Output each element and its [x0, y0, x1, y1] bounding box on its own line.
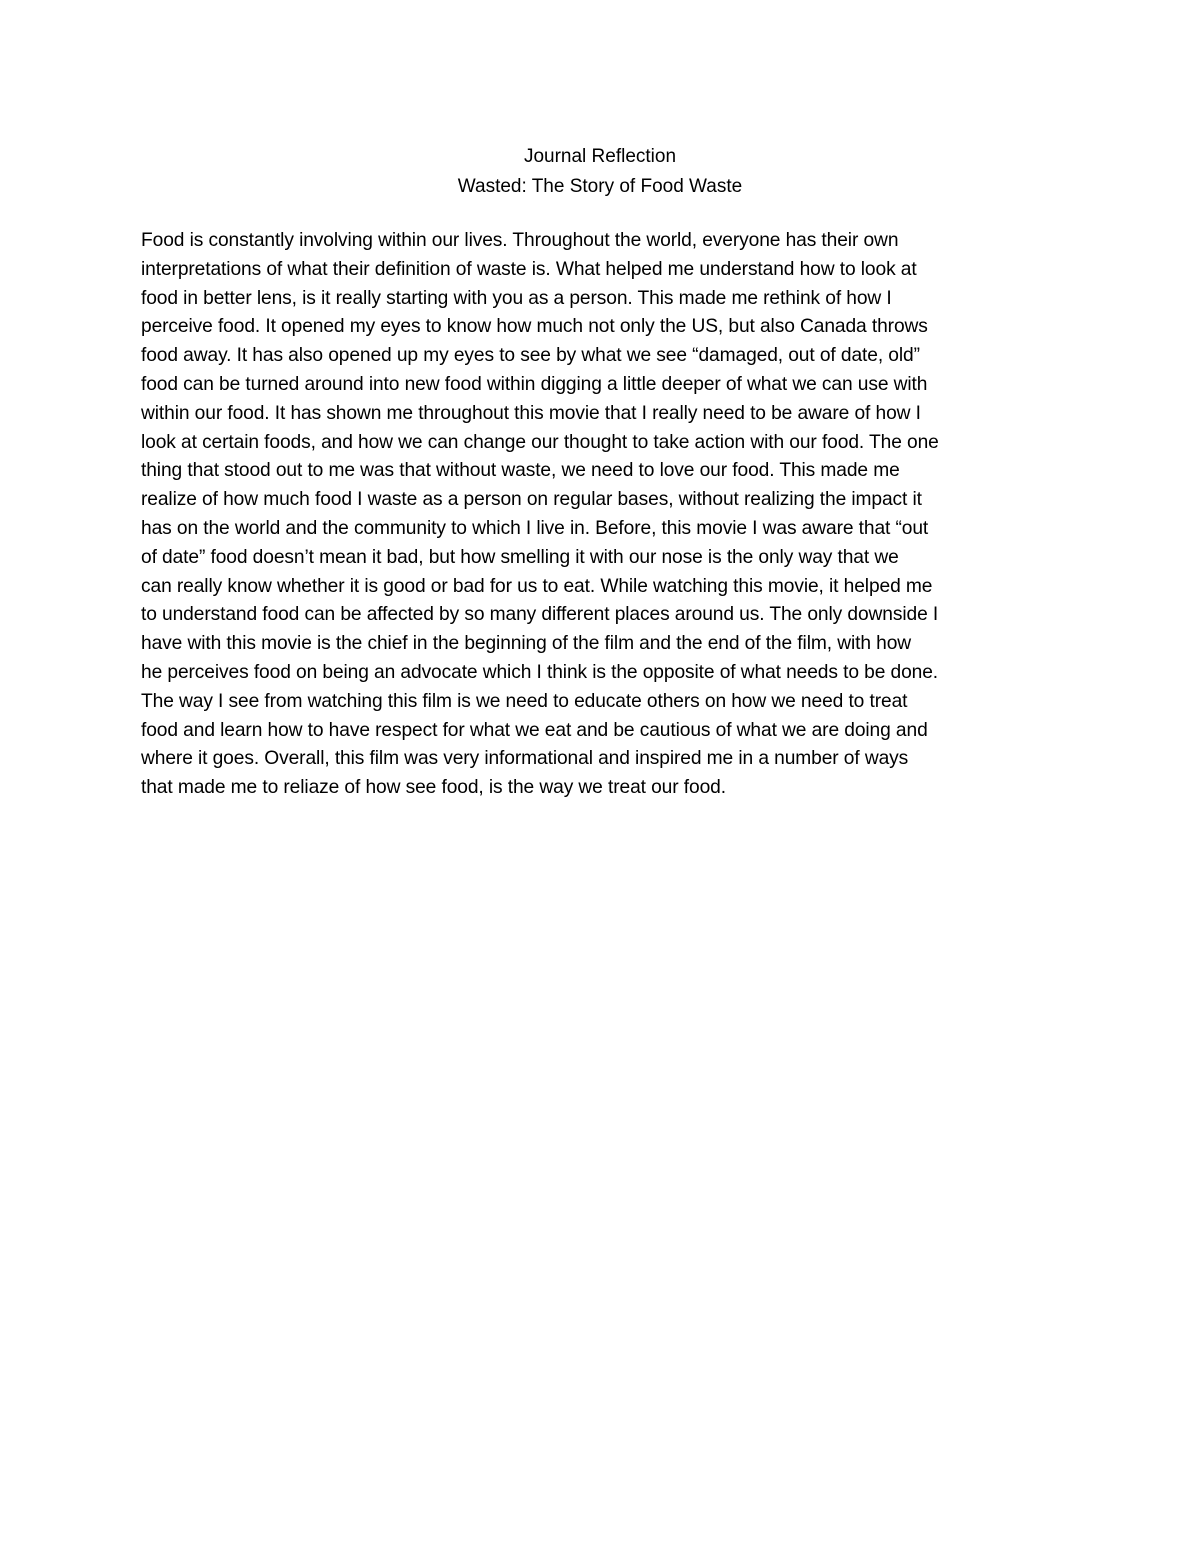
- paragraph-line: food away. It has also opened up my eyes to see by what we see “damaged, out of date, old”: [141, 345, 920, 367]
- document-title: Journal Reflection: [523, 146, 677, 167]
- paragraph-line: he perceives food on being an advocate which I think is the opposite of what needs to be done.: [141, 661, 939, 683]
- paragraph-line: food can be turned around into new food within digging a little deeper of what we can use with: [141, 373, 928, 395]
- paragraph-line: Food is constantly involving within our lives. Throughout the world, everyone has their own: [141, 230, 899, 251]
- body-paragraph: [141, 227, 1061, 803]
- paragraph-line: have with this movie is the chief in the beginning of the film and the end of the film, with how: [141, 633, 912, 655]
- paragraph-line: perceive food. It opened my eyes to know how much not only the US, but also Canada throws: [141, 316, 928, 338]
- paragraph-line: within our food. It has shown me throughout this movie that I really need to be aware of how I: [141, 402, 921, 424]
- paragraph-line: of date” food doesn’t mean it bad, but how smelling it with our nose is the only way that we: [141, 546, 899, 568]
- paragraph-line: realize of how much food I waste as a person on regular bases, without realizing the impact it: [141, 489, 922, 511]
- paragraph-line: food and learn how to have respect for what we eat and be cautious of what we are doing and: [141, 719, 928, 741]
- paragraph-line: The way I see from watching this film is we need to educate others on how we need to treat: [141, 690, 908, 712]
- paragraph-line: can really know whether it is good or bad for us to eat. While watching this movie, it helped me: [141, 575, 933, 597]
- paragraph-line: interpretations of what their definition of waste is. What helped me understand how to look at: [141, 258, 917, 280]
- paragraph-line: has on the world and the community to which I live in. Before, this movie I was aware that “out: [141, 517, 929, 539]
- paragraph-line: look at certain foods, and how we can change our thought to take action with our food. The one: [141, 431, 939, 453]
- paragraph-line: to understand food can be affected by so many different places around us. The only downside I: [141, 604, 939, 626]
- paragraph-line: that made me to reliaze of how see food, is the way we treat our food.: [141, 777, 726, 799]
- paragraph-line: where it goes. Overall, this film was very informational and inspired me in a number of ways: [141, 748, 909, 770]
- title-block: [0, 142, 1200, 202]
- document-subtitle: Wasted: The Story of Food Waste: [457, 176, 743, 197]
- paragraph-line: thing that stood out to me was that without waste, we need to love our food. This made me: [141, 460, 900, 482]
- paragraph-line: food in better lens, is it really starting with you as a person. This made me rethink of how I: [141, 287, 892, 309]
